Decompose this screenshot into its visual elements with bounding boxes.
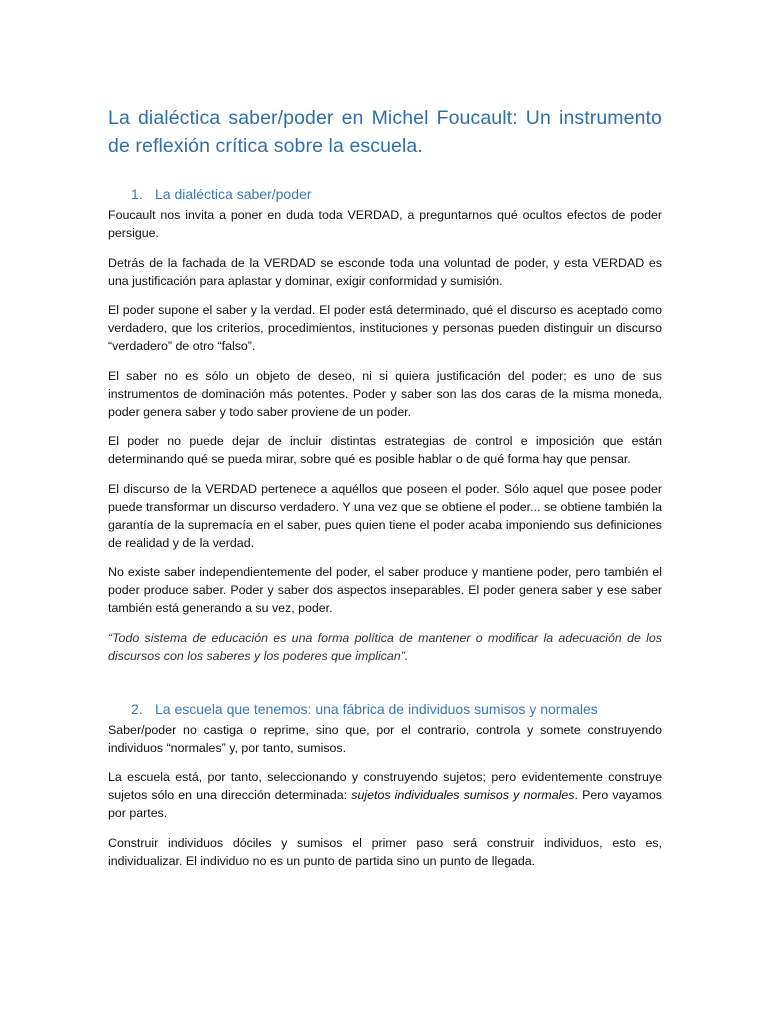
section-1-paragraph-5: El poder no puede dejar de incluir distintas estrategias de control e imposición que están determinando qué se pueda mirar, sobre qué es posible hablar o de qué forma hay que pensar. — [108, 434, 662, 466]
section-1-number: 1. — [131, 186, 143, 202]
section-1-heading — [108, 184, 662, 204]
section-2-paragraph-2-end: . Pero vayamos por partes. — [108, 788, 662, 820]
section-2-paragraph-3: Construir individuos dóciles y sumisos el primer paso será construir individuos, esto es, individualizar. El individuo no es un punto de partida sino un punto de llegada. — [108, 835, 662, 868]
section-1-paragraph-6: El discurso de la VERDAD pertenece a aquéllos que poseen el poder. Sólo aquel que posee poder puede transformar un discurso verdadero. Y una vez que se obtiene el poder... se obtiene también la garantía de la supremacía en el saber, pues quien tiene el poder acaba imponiendo sus definiciones de realidad y de la verdad. — [108, 481, 662, 550]
section-1-quote: “Todo sistema de educación es una forma política de mantener o modificar la adecuación de los discursos con los saberes y los poderes que implican”. — [108, 630, 662, 663]
document-title: La dialéctica saber/poder en Michel Foucault: Un instrumento de reflexión crítica sobre la escuela. — [108, 107, 662, 157]
section-2-heading — [108, 699, 662, 719]
section-2-paragraph-2-start: La escuela está, por tanto, seleccionando y construyendo sujetos; pero evidentemente construye sujetos sólo en una dirección determinada: — [108, 770, 662, 802]
section-2-paragraph-2 — [108, 768, 662, 822]
section-2-title: La escuela que tenemos: una fábrica de individuos sumisos y normales — [155, 700, 598, 717]
section-1-paragraph-7: No existe saber independientemente del poder, el saber produce y mantiene poder, pero también el poder produce saber. Poder y saber dos aspectos inseparables. El poder genera saber y ese saber también está generando a su vez, poder. — [108, 565, 662, 615]
section-2-paragraph-1: Saber/poder no castiga o reprime, sino que, por el contrario, controla y somete construyendo individuos “normales” y, por tanto, sumisos. — [108, 722, 662, 755]
section-2-number: 2. — [131, 700, 143, 717]
section-2-paragraph-2-emphasis: sujetos individuales sumisos y normales — [351, 788, 575, 802]
section-1-paragraph-3: El poder supone el saber y la verdad. El poder está determinado, qué el discurso es aceptado como verdadero, que los criterios, procedimientos, instituciones y personas pueden distinguir un discurso “verdadero” de otro “falso”. — [108, 303, 662, 353]
section-1-title: La dialéctica saber/poder — [155, 186, 312, 202]
section-1-paragraph-2: Detrás de la fachada de la VERDAD se esconde toda una voluntad de poder, y esta VERDAD es una justificación para aplastar y dominar, exigir conformidad y sumisión. — [108, 255, 662, 288]
document-page — [108, 104, 662, 881]
section-1-paragraph-4: El saber no es sólo un objeto de deseo, ni si quiera justificación del poder; es uno de sus instrumentos de dominación más potentes. Poder y saber son las dos caras de la misma moneda, poder genera saber y todo saber proviene de un poder. — [108, 368, 662, 419]
section-1-paragraph-1: Foucault nos invita a poner en duda toda VERDAD, a preguntarnos qué ocultos efectos de poder persigue. — [108, 208, 662, 240]
